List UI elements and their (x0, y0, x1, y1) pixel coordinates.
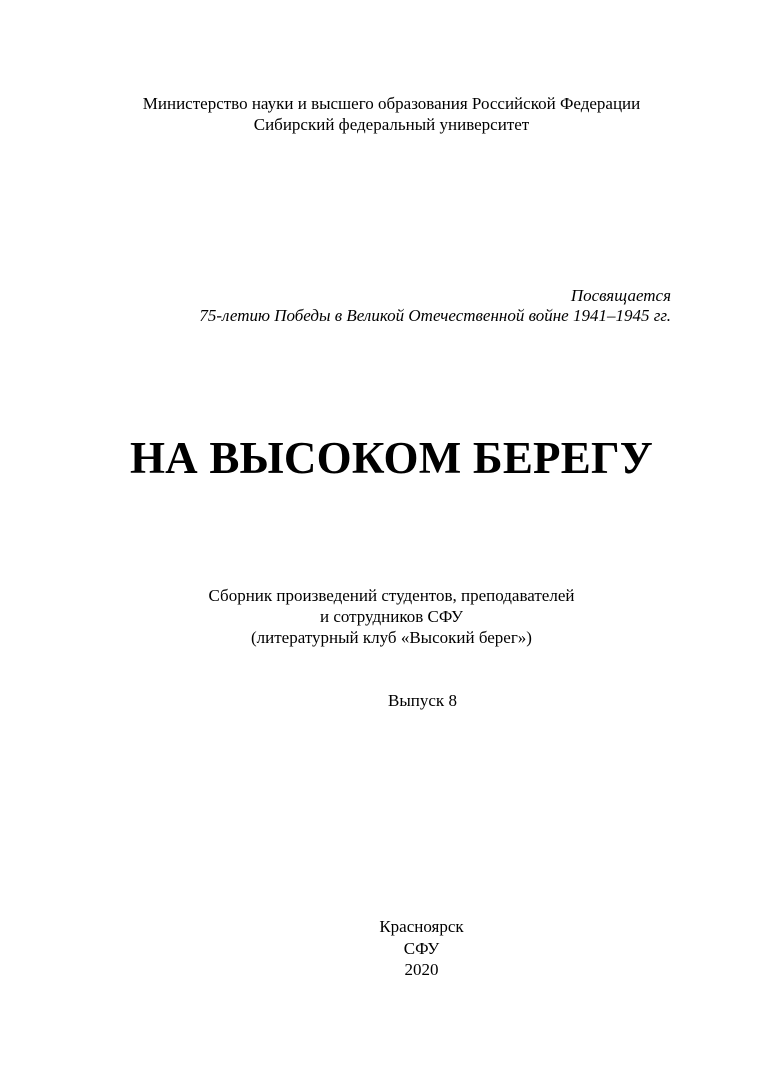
subtitle-line-3: (литературный клуб «Высокий берег») (251, 628, 532, 647)
imprint-year: 2020 (404, 960, 439, 979)
ministry-name: Министерство науки и высшего образования Российской Федерации (142, 94, 641, 113)
subtitle-line-1: Сборник произведений студентов, преподавателей (208, 586, 575, 605)
imprint-publisher: СФУ (403, 939, 440, 958)
book-title: НА ВЫСОКОМ БЕРЕГУ (129, 433, 653, 483)
imprint-city: Красноярск (379, 917, 464, 936)
issue-number: Выпуск 8 (388, 691, 457, 710)
subtitle-line-2: и сотрудников СФУ (319, 607, 464, 626)
dedication-line-2: 75-летию Победы в Великой Отечественной войне 1941–1945 гг. (199, 306, 671, 325)
dedication-line-1: Посвящается (570, 286, 671, 305)
university-name: Сибирский федеральный университет (253, 115, 530, 134)
